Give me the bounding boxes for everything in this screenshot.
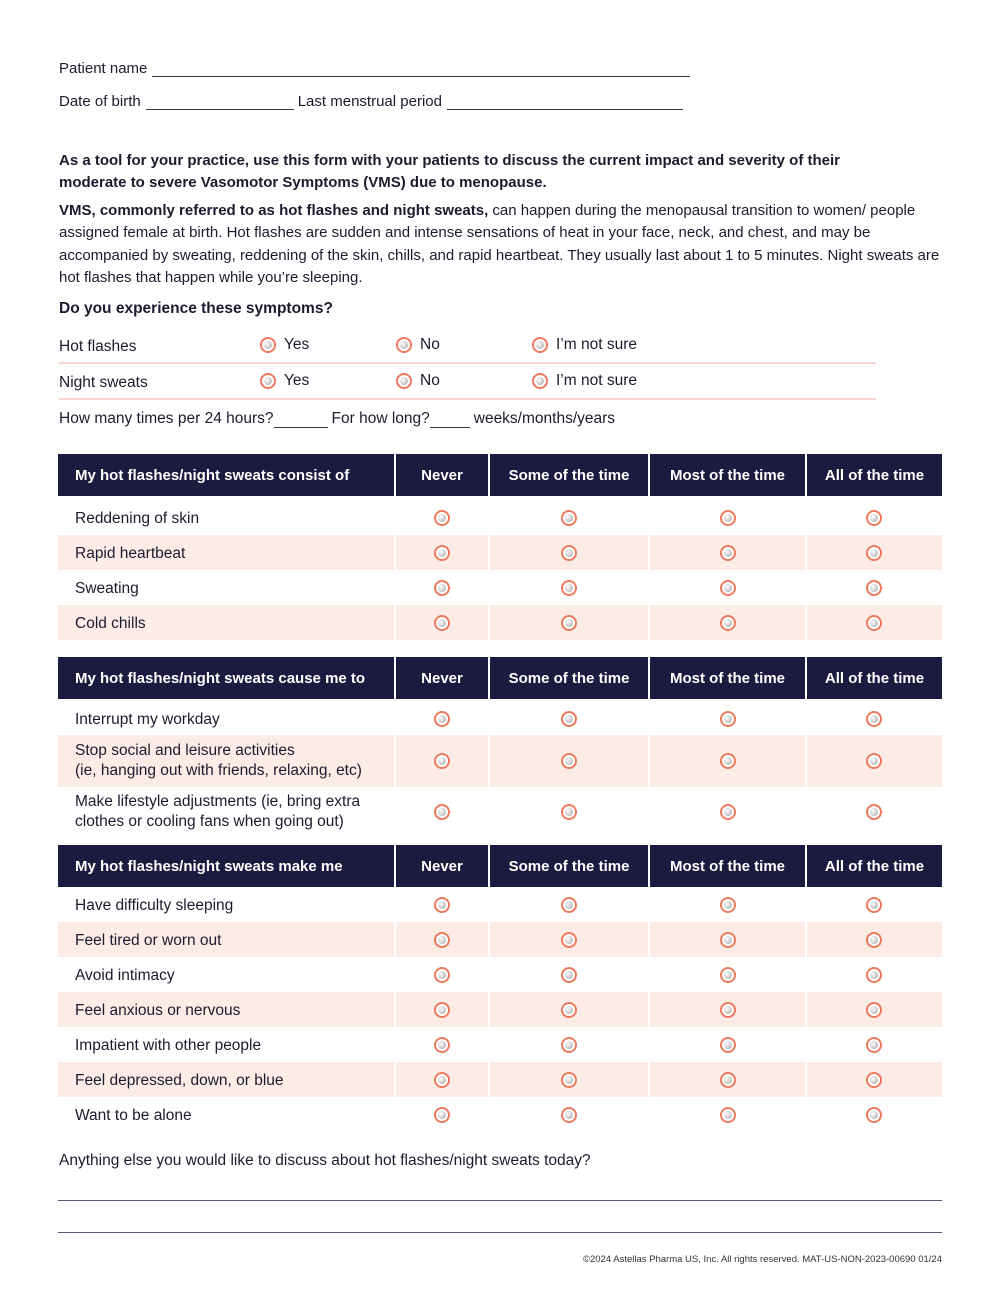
radio-button[interactable] bbox=[866, 615, 882, 631]
radio-button[interactable] bbox=[720, 753, 736, 769]
radio-button[interactable] bbox=[866, 580, 882, 596]
column-divider bbox=[488, 500, 490, 535]
radio-button[interactable] bbox=[561, 545, 577, 561]
column-divider bbox=[394, 922, 396, 957]
symptom-option-label: I’m not sure bbox=[556, 372, 637, 389]
patient-name-row bbox=[59, 60, 694, 77]
radio-button[interactable] bbox=[720, 1107, 736, 1123]
radio-button[interactable] bbox=[561, 932, 577, 948]
radio-button[interactable] bbox=[434, 967, 450, 983]
symptom-option[interactable] bbox=[396, 372, 440, 390]
column-divider bbox=[805, 887, 807, 922]
column-divider bbox=[648, 787, 650, 837]
radio-button[interactable] bbox=[866, 1037, 882, 1053]
column-divider bbox=[648, 922, 650, 957]
table-row bbox=[58, 570, 942, 605]
duration-field[interactable] bbox=[430, 414, 470, 428]
radio-button[interactable] bbox=[561, 1072, 577, 1088]
radio-button[interactable] bbox=[561, 510, 577, 526]
symptom-option[interactable] bbox=[532, 372, 637, 390]
column-divider bbox=[488, 887, 490, 922]
column-divider bbox=[805, 922, 807, 957]
radio-button[interactable] bbox=[561, 897, 577, 913]
column-divider bbox=[648, 735, 650, 787]
row-label-line: (ie, hanging out with friends, relaxing, etc) bbox=[75, 762, 362, 779]
radio-button[interactable] bbox=[866, 932, 882, 948]
column-divider bbox=[805, 1027, 807, 1062]
column-header: Most of the time bbox=[650, 845, 805, 887]
symptom-row bbox=[59, 328, 876, 364]
patient-name-label: Patient name bbox=[59, 60, 148, 77]
grid-title: My hot flashes/night sweats make me bbox=[58, 845, 394, 887]
radio-button[interactable] bbox=[720, 510, 736, 526]
column-divider bbox=[394, 1062, 396, 1097]
symptom-option[interactable] bbox=[260, 372, 309, 390]
column-divider bbox=[488, 992, 490, 1027]
radio-button[interactable] bbox=[561, 1037, 577, 1053]
table-row bbox=[58, 957, 942, 992]
radio-button[interactable] bbox=[434, 1002, 450, 1018]
radio-button[interactable] bbox=[866, 1002, 882, 1018]
table-row bbox=[58, 605, 942, 640]
symptom-option-label: No bbox=[420, 336, 440, 353]
radio-button[interactable] bbox=[434, 753, 450, 769]
radio-button[interactable] bbox=[720, 580, 736, 596]
column-divider bbox=[805, 605, 807, 640]
radio-button[interactable] bbox=[434, 1107, 450, 1123]
column-divider bbox=[648, 703, 650, 735]
table-row bbox=[58, 1062, 942, 1097]
column-divider bbox=[805, 500, 807, 535]
table-row bbox=[58, 787, 942, 837]
radio-button[interactable] bbox=[866, 753, 882, 769]
row-label: Have difficulty sleeping bbox=[75, 896, 234, 914]
radio-button[interactable] bbox=[561, 1107, 577, 1123]
radio-button[interactable] bbox=[866, 1107, 882, 1123]
discuss-prompt: Anything else you would like to discuss about hot flashes/night sweats today? bbox=[59, 1152, 591, 1169]
radio-button[interactable] bbox=[720, 967, 736, 983]
radio-button[interactable] bbox=[260, 373, 276, 389]
row-label: Reddening of skin bbox=[75, 509, 200, 527]
row-label: Want to be alone bbox=[75, 1106, 192, 1124]
row-label-line: Make lifestyle adjustments (ie, bring extra bbox=[75, 793, 361, 810]
row-label: Feel anxious or nervous bbox=[75, 1001, 241, 1019]
radio-button[interactable] bbox=[434, 1037, 450, 1053]
radio-button[interactable] bbox=[434, 615, 450, 631]
radio-button[interactable] bbox=[561, 580, 577, 596]
radio-button[interactable] bbox=[720, 1002, 736, 1018]
column-divider bbox=[394, 957, 396, 992]
radio-button[interactable] bbox=[396, 373, 412, 389]
discuss-line-2[interactable] bbox=[58, 1232, 942, 1233]
patient-name-field[interactable] bbox=[152, 63, 690, 77]
column-divider bbox=[805, 787, 807, 837]
symptom-label: Night sweats bbox=[59, 374, 148, 391]
column-divider bbox=[648, 992, 650, 1027]
column-divider bbox=[488, 1027, 490, 1062]
radio-button[interactable] bbox=[866, 804, 882, 820]
times-field[interactable] bbox=[274, 414, 328, 428]
column-divider bbox=[805, 735, 807, 787]
radio-button[interactable] bbox=[720, 1072, 736, 1088]
lmp-label: Last menstrual period bbox=[297, 93, 442, 110]
symptom-option[interactable] bbox=[396, 336, 440, 354]
radio-button[interactable] bbox=[434, 580, 450, 596]
grid-header bbox=[58, 845, 942, 887]
column-header: Most of the time bbox=[650, 657, 805, 699]
column-divider bbox=[394, 703, 396, 735]
table-row bbox=[58, 1097, 942, 1132]
column-divider bbox=[805, 570, 807, 605]
radio-button[interactable] bbox=[866, 1072, 882, 1088]
column-divider bbox=[805, 1097, 807, 1132]
radio-button[interactable] bbox=[561, 711, 577, 727]
symptom-label: Hot flashes bbox=[59, 338, 137, 355]
row-label-line: Stop social and leisure activities bbox=[75, 742, 295, 759]
frequency-row bbox=[59, 410, 615, 428]
table-row bbox=[58, 992, 942, 1027]
row-label: Feel depressed, down, or blue bbox=[75, 1071, 284, 1089]
row-label bbox=[75, 792, 360, 832]
dob-row bbox=[59, 93, 687, 110]
grid-title: My hot flashes/night sweats consist of bbox=[58, 454, 394, 496]
radio-button[interactable] bbox=[720, 615, 736, 631]
column-divider bbox=[488, 787, 490, 837]
table-row bbox=[58, 735, 942, 787]
column-divider bbox=[648, 1062, 650, 1097]
row-label: Sweating bbox=[75, 579, 139, 597]
grid-header bbox=[58, 657, 942, 699]
radio-button[interactable] bbox=[866, 967, 882, 983]
grid-title: My hot flashes/night sweats cause me to bbox=[58, 657, 394, 699]
column-divider bbox=[488, 703, 490, 735]
radio-button[interactable] bbox=[866, 711, 882, 727]
radio-button[interactable] bbox=[434, 897, 450, 913]
units-label: weeks/months/years bbox=[473, 410, 616, 427]
column-header: Never bbox=[396, 845, 488, 887]
column-divider bbox=[488, 1062, 490, 1097]
column-divider bbox=[394, 887, 396, 922]
column-header: All of the time bbox=[807, 845, 942, 887]
symptom-option[interactable] bbox=[532, 336, 637, 354]
column-divider bbox=[394, 605, 396, 640]
intro-paragraph-bold: VMS, commonly referred to as hot flashes and night sweats, bbox=[59, 202, 489, 219]
radio-button[interactable] bbox=[720, 711, 736, 727]
radio-button[interactable] bbox=[720, 897, 736, 913]
radio-button[interactable] bbox=[866, 897, 882, 913]
column-divider bbox=[805, 1062, 807, 1097]
radio-button[interactable] bbox=[720, 932, 736, 948]
radio-button[interactable] bbox=[396, 337, 412, 353]
row-label: Avoid intimacy bbox=[75, 966, 175, 984]
column-divider bbox=[488, 535, 490, 570]
column-divider bbox=[648, 957, 650, 992]
column-divider bbox=[488, 922, 490, 957]
radio-button[interactable] bbox=[434, 545, 450, 561]
column-divider bbox=[488, 570, 490, 605]
symptom-option-label: I’m not sure bbox=[556, 336, 637, 353]
column-divider bbox=[805, 535, 807, 570]
column-divider bbox=[488, 1097, 490, 1132]
column-divider bbox=[648, 535, 650, 570]
column-divider bbox=[394, 992, 396, 1027]
copyright-footer: ©2024 Astellas Pharma US, Inc. All rights reserved. MAT-US-NON-2023-00690 01/24 bbox=[582, 1254, 942, 1265]
intro-paragraph-text: can happen during the menopausal transition to women/ people assigned female at birth. Hot flashes are sudden and intense sensations of heat in your face, neck, and chest, and may be accompanied by sweating, reddening of the skin, chills, and rapid heartbeat. They usually last about 1 to 5 minutes. Night sweats are hot flashes that happen while you’re sleeping. bbox=[59, 202, 940, 286]
dob-field[interactable] bbox=[146, 96, 294, 110]
symptom-option-label: No bbox=[420, 372, 440, 389]
column-divider bbox=[805, 992, 807, 1027]
column-divider bbox=[394, 1027, 396, 1062]
column-divider bbox=[805, 957, 807, 992]
column-header: Most of the time bbox=[650, 454, 805, 496]
column-divider bbox=[805, 703, 807, 735]
column-header: Some of the time bbox=[490, 454, 648, 496]
table-row bbox=[58, 887, 942, 922]
lmp-field[interactable] bbox=[447, 96, 683, 110]
row-label: Feel tired or worn out bbox=[75, 931, 222, 949]
column-divider bbox=[394, 570, 396, 605]
radio-button[interactable] bbox=[434, 711, 450, 727]
table-row bbox=[58, 1027, 942, 1062]
radio-button[interactable] bbox=[532, 373, 548, 389]
column-divider bbox=[394, 735, 396, 787]
radio-button[interactable] bbox=[561, 804, 577, 820]
column-divider bbox=[394, 1097, 396, 1132]
column-divider bbox=[394, 500, 396, 535]
radio-button[interactable] bbox=[260, 337, 276, 353]
row-label bbox=[75, 741, 362, 781]
grid-header bbox=[58, 454, 942, 496]
radio-button[interactable] bbox=[434, 932, 450, 948]
dob-label: Date of birth bbox=[59, 93, 141, 110]
row-label: Interrupt my workday bbox=[75, 711, 220, 728]
column-header: Never bbox=[396, 657, 488, 699]
column-divider bbox=[648, 887, 650, 922]
column-header: All of the time bbox=[807, 454, 942, 496]
column-divider bbox=[648, 605, 650, 640]
column-header: Some of the time bbox=[490, 845, 648, 887]
discuss-line-1[interactable] bbox=[58, 1200, 942, 1201]
column-header: Never bbox=[396, 454, 488, 496]
intro-heading: As a tool for your practice, use this form with your patients to discuss the current impact and severity of their moderate to severe Vasomotor Symptoms (VMS) due to menopause. bbox=[59, 152, 840, 191]
symptom-option-label: Yes bbox=[284, 336, 310, 353]
column-divider bbox=[648, 500, 650, 535]
table-row bbox=[58, 500, 942, 535]
radio-button[interactable] bbox=[434, 510, 450, 526]
row-label: Cold chills bbox=[75, 614, 146, 632]
radio-button[interactable] bbox=[561, 1002, 577, 1018]
symptom-option[interactable] bbox=[260, 336, 309, 354]
radio-button[interactable] bbox=[532, 337, 548, 353]
radio-button[interactable] bbox=[434, 1072, 450, 1088]
duration-label: For how long? bbox=[331, 410, 430, 427]
column-divider bbox=[648, 570, 650, 605]
row-label-line: clothes or cooling fans when going out) bbox=[75, 813, 344, 830]
radio-button[interactable] bbox=[866, 545, 882, 561]
column-divider bbox=[394, 535, 396, 570]
row-label: Impatient with other people bbox=[75, 1036, 262, 1054]
column-header: All of the time bbox=[807, 657, 942, 699]
symptom-row bbox=[59, 364, 876, 400]
column-divider bbox=[648, 1027, 650, 1062]
column-divider bbox=[488, 605, 490, 640]
radio-button[interactable] bbox=[434, 804, 450, 820]
column-divider bbox=[488, 735, 490, 787]
symptoms-question: Do you experience these symptoms? bbox=[59, 300, 333, 317]
radio-button[interactable] bbox=[561, 967, 577, 983]
row-label: Rapid heartbeat bbox=[75, 544, 186, 562]
column-divider bbox=[648, 1097, 650, 1132]
radio-button[interactable] bbox=[561, 615, 577, 631]
radio-button[interactable] bbox=[720, 545, 736, 561]
radio-button[interactable] bbox=[561, 753, 577, 769]
radio-button[interactable] bbox=[720, 804, 736, 820]
times-label: How many times per 24 hours? bbox=[59, 410, 274, 427]
intro-paragraph bbox=[59, 200, 944, 289]
table-row bbox=[58, 703, 942, 735]
symptom-option-label: Yes bbox=[284, 372, 310, 389]
table-row bbox=[58, 922, 942, 957]
radio-button[interactable] bbox=[720, 1037, 736, 1053]
column-header: Some of the time bbox=[490, 657, 648, 699]
column-divider bbox=[394, 787, 396, 837]
column-divider bbox=[488, 957, 490, 992]
table-row bbox=[58, 535, 942, 570]
radio-button[interactable] bbox=[866, 510, 882, 526]
